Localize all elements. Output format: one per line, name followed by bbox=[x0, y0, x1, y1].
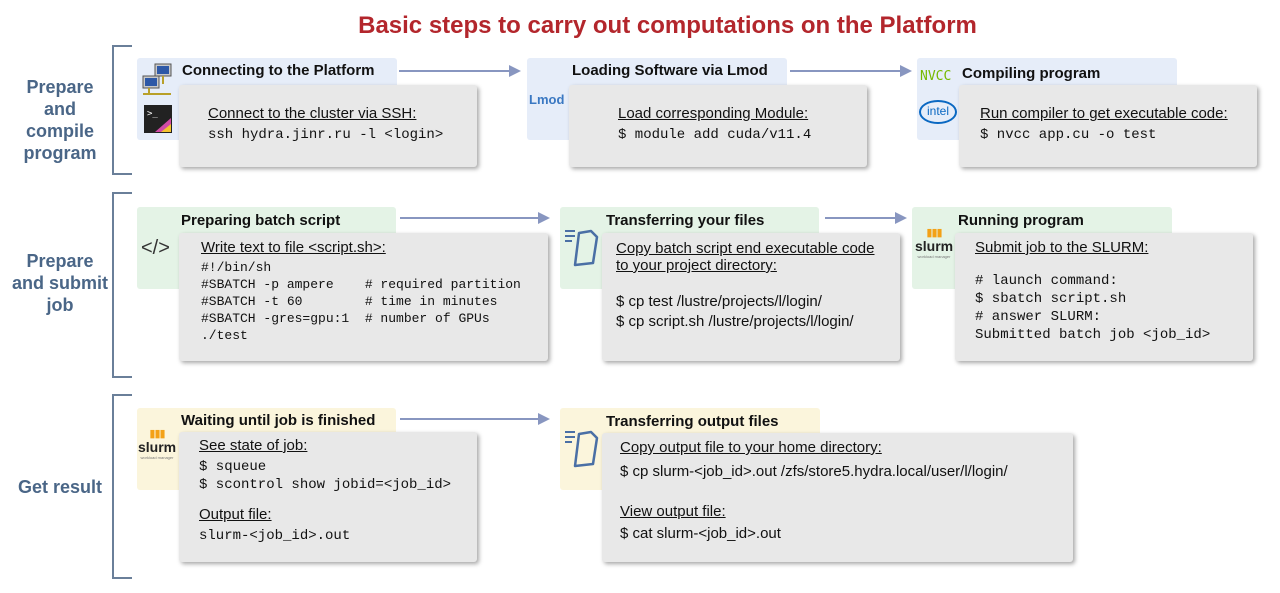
lmod-title: Loading Software via Lmod bbox=[572, 62, 768, 79]
output-view-cmd: $ cat slurm-<job_id>.out bbox=[620, 525, 781, 542]
compile-box bbox=[959, 85, 1257, 167]
slurm-logo-sub: workload manager bbox=[917, 254, 951, 259]
connect-instruction: Connect to the cluster via SSH: bbox=[208, 105, 417, 122]
arrow-connect-to-lmod bbox=[399, 70, 519, 72]
run-title: Running program bbox=[958, 212, 1084, 229]
wait-title: Waiting until job is finished bbox=[181, 412, 376, 429]
nvcc-logo-icon: NVCC bbox=[920, 69, 952, 84]
intel-logo-icon bbox=[919, 100, 957, 124]
run-instruction: Submit job to the SLURM: bbox=[975, 239, 1149, 256]
transfer-cmd-2: $ cp script.sh /lustre/projects/l/login/ bbox=[616, 313, 854, 330]
output-instruction: Copy output file to your home directory: bbox=[620, 439, 882, 456]
arrow-batch-to-transfer bbox=[400, 217, 548, 219]
connect-title: Connecting to the Platform bbox=[182, 62, 375, 79]
row-bracket-result bbox=[112, 394, 132, 579]
arrow-lmod-to-compile bbox=[790, 70, 910, 72]
row-label-compile: Prepare and compile program bbox=[23, 77, 97, 163]
row-bracket-compile bbox=[112, 45, 132, 175]
transfer-instruction-1: Copy batch script end executable code bbox=[616, 240, 875, 257]
wait-instruction: See state of job: bbox=[199, 437, 308, 454]
compile-code: $ nvcc app.cu -o test bbox=[980, 127, 1157, 143]
output-view-label: View output file: bbox=[620, 503, 726, 520]
output-cmd: $ cp slurm-<job_id>.out /zfs/store5.hydra.local/user/l/login/ bbox=[620, 463, 1008, 480]
batch-title: Preparing batch script bbox=[181, 212, 341, 229]
slurm-logo-icon: ▮▮▮ slurm workload manager bbox=[915, 227, 954, 259]
transfer-title: Transferring your files bbox=[606, 212, 765, 229]
wait-code: $ squeue $ scontrol show jobid=<job_id> bbox=[199, 459, 452, 493]
batch-instruction: Write text to file <script.sh>: bbox=[201, 239, 386, 256]
output-title: Transferring output files bbox=[606, 413, 779, 430]
intel-logo-text: intel bbox=[926, 104, 949, 118]
connect-code: ssh hydra.jinr.ru -l <login> bbox=[208, 127, 444, 143]
terminal-icon bbox=[143, 104, 173, 134]
arrow-transfer-to-run bbox=[825, 217, 905, 219]
transfer-instruction-2: to your project directory: bbox=[616, 257, 777, 274]
row-bracket-submit bbox=[112, 192, 132, 378]
compile-title: Compiling program bbox=[962, 65, 1101, 82]
svg-text:>_: >_ bbox=[147, 109, 158, 119]
slurm-logo-icon: ▮▮▮ slurm workload manager bbox=[138, 428, 177, 460]
transfer-box bbox=[602, 233, 900, 361]
transfer-cmd-1: $ cp test /lustre/projects/l/login/ bbox=[616, 293, 822, 310]
batch-code: #!/bin/sh #SBATCH -p ampere # required partition #SBATCH -t 60 # time in minutes #SBATCH -gres=gpu:1 # number of GPUs ./test bbox=[201, 260, 521, 343]
connect-box bbox=[179, 85, 477, 167]
compile-instruction: Run compiler to get executable code: bbox=[980, 105, 1228, 122]
wait-box bbox=[179, 432, 477, 562]
wait-output-label: Output file: bbox=[199, 506, 272, 523]
batch-box bbox=[179, 233, 548, 361]
slurm-logo-text: slurm bbox=[138, 439, 177, 455]
arrow-wait-to-output bbox=[400, 418, 548, 420]
run-code: # launch command: $ sbatch script.sh # answer SLURM: Submitted batch job <job_id> bbox=[975, 273, 1211, 343]
row-label-submit: Prepare and submit job bbox=[11, 251, 108, 315]
output-box bbox=[602, 433, 1073, 562]
diagram-title: Basic steps to carry out computations on the Platform bbox=[358, 12, 977, 39]
file-transfer-icon bbox=[563, 428, 601, 468]
lmod-code: $ module add cuda/v11.4 bbox=[618, 127, 812, 143]
file-transfer-icon bbox=[563, 227, 601, 267]
lmod-box bbox=[569, 85, 867, 167]
wait-output-code: slurm-<job_id>.out bbox=[199, 528, 351, 544]
slurm-logo-sub: workload manager bbox=[140, 455, 174, 460]
slurm-logo-text: slurm bbox=[915, 238, 954, 254]
lmod-logo-icon: Lmod bbox=[529, 92, 565, 107]
code-brackets-icon: </> bbox=[141, 237, 170, 259]
run-box bbox=[955, 233, 1253, 361]
network-computers-icon bbox=[141, 62, 175, 96]
lmod-instruction: Load corresponding Module: bbox=[618, 105, 809, 122]
row-label-result: Get result bbox=[17, 477, 103, 497]
